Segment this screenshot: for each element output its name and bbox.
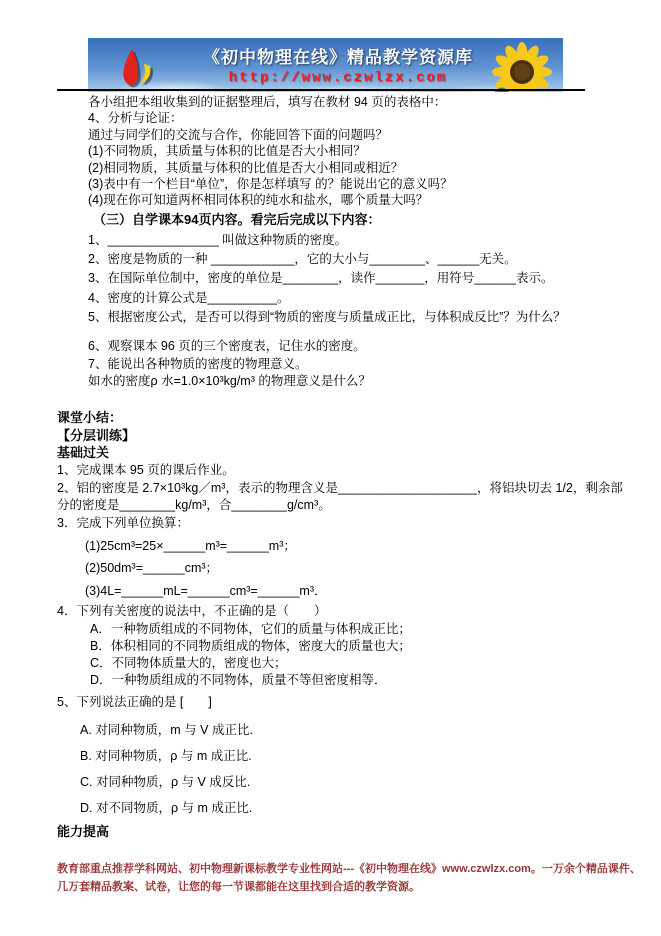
section3-heading: （三）自学课本94页内容。看完后完成以下内容： — [93, 211, 381, 227]
sec3-item: 7、能说出各种物质的密度的物理意义。 — [88, 356, 308, 371]
intro-line: (2)相同物质，其质量与体积的比值是否大小相同或相近？ — [88, 160, 404, 175]
basic-item: 1、完成课本 95 页的课后作业。 — [57, 462, 235, 477]
basic-item: 3．完成下列单位换算： — [57, 516, 189, 531]
sec3-item: 1、________________ 叫做这种物质的密度。 — [88, 232, 348, 247]
intro-line: (4)现在你可知道两杯相同体积的纯水和盐水，哪个质量大吗？ — [88, 193, 429, 208]
document-body — [0, 94, 661, 841]
sec3-item: 3、在国际单位制中，密度的单位是________，读作_______，用符号______表示。 — [88, 271, 554, 286]
banner-text — [178, 43, 498, 86]
ability-heading: 能力提高 — [57, 824, 110, 840]
basic-section — [0, 462, 661, 821]
intro-section — [0, 94, 661, 209]
basic-item: 4．下列有关密度的说法中，不正确的是（ ） — [57, 603, 327, 618]
intro-line: (3)表中有一个栏目“单位”，你是怎样填写 的？能说出它的意义吗？ — [88, 177, 453, 192]
unit-conversions — [0, 535, 661, 602]
footer-line: 几万套精品教案、试卷，让您的每一节课都能在这里找到合适的教学资源。 — [57, 880, 420, 893]
conversion-line: (1)25cm³=25×______m³=______m³； — [85, 538, 296, 553]
sec3-item: 4、密度的计算公式是__________。 — [88, 290, 290, 305]
footer — [57, 861, 641, 896]
basic-item-wrap: 分的密度是________kg/m³，合________g/cm³。 — [57, 498, 331, 513]
site-title: 《初中物理在线》精品教学资源库 — [203, 48, 473, 67]
basic-item: 2、铝的密度是 2.7×10³kg／m³，表示的物理含义是____________________，将铝块切去 1/2，剩余部 — [57, 480, 623, 495]
intro-line: 各小组把本组收集到的证据整理后，填写在教材 94 页的表格中： — [88, 95, 447, 109]
divider-line — [57, 89, 585, 91]
q4-option: C．不同物体质量大的，密度也大； — [90, 655, 287, 670]
site-banner — [88, 38, 563, 92]
q5-option: C. 对同种物质，ρ 与 V 成反比. — [80, 775, 251, 790]
question4-options — [0, 621, 661, 689]
sec3-item: 5、根据密度公式，是否可以得到“物质的密度与质量成正比，与体积成反比”？为什么？ — [88, 310, 566, 325]
site-url: http://www.czwlzx.com — [228, 70, 448, 86]
sec3-item: 2、密度是物质的一种 ____________，它的大小与________、______无关。 — [88, 252, 517, 267]
q4-option: D．一种物质组成的不同物体，质量不等但密度相等． — [90, 672, 387, 687]
footer-line: 教育部重点推荐学科网站、初中物理新课标教学专业性网站---《初中物理在线》www.czwlzx.com。一万余个精品课件、 — [57, 863, 641, 875]
section3-items-2 — [0, 338, 661, 391]
sec3-item: 6、观察课本 96 页的三个密度表，记住水的密度。 — [88, 339, 366, 354]
flame-logo-icon — [110, 42, 162, 92]
q5-option: A. 对同种物质，m 与 V 成正比. — [80, 723, 253, 738]
basic-item: 5、下列说法正确的是 [ ] — [57, 694, 212, 709]
q4-option: A．一种物质组成的不同物体，它们的质量与体积成正比； — [90, 621, 411, 636]
summary-heading: 课堂小结： — [57, 409, 123, 425]
basic-heading: 基础过关 — [57, 445, 110, 461]
conversion-line: (2)50dm³=______cm³； — [85, 561, 219, 576]
intro-line: (1)不同物质，其质量与体积的比值是否大小相同？ — [88, 144, 366, 159]
training-heading: 【分层训练】 — [57, 427, 136, 443]
q4-option: B．体积相同的不同物质组成的物体，密度大的质量也大； — [90, 638, 411, 653]
water-density-question: 如水的密度ρ 水=1.0×10³kg/m³ 的物理意义是什么？ — [88, 374, 371, 389]
intro-line: 通过与同学们的交流与合作，你能回答下面的问题吗？ — [88, 127, 389, 142]
question5-options — [0, 717, 661, 821]
q5-option: B. 对同种物质，ρ 与 m 成正比. — [80, 749, 252, 764]
q5-option: D. 对不同物质，ρ 与 m 成正比. — [80, 801, 253, 816]
sunflower-icon — [489, 42, 555, 92]
section3-items — [0, 231, 661, 327]
conversion-line: (3)4L=______mL=______cm³=______m³． — [85, 583, 327, 598]
intro-line: 4、分析与论证： — [88, 111, 183, 126]
